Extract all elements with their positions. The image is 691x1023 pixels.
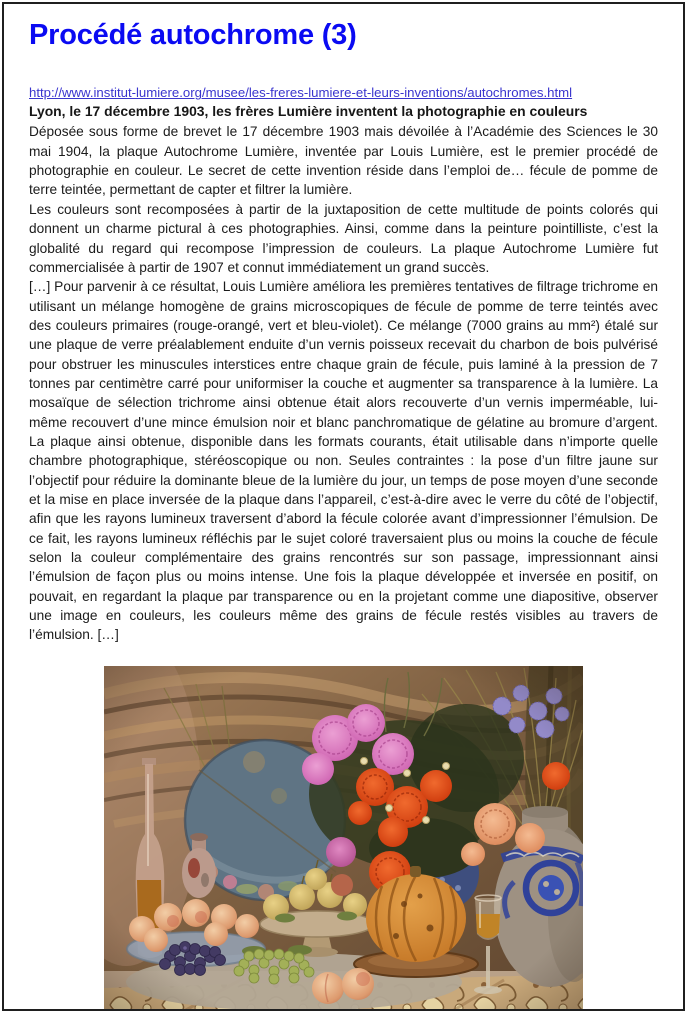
document-page bbox=[2, 2, 685, 1011]
source-link[interactable]: http://www.institut-lumiere.org/musee/les-freres-lumiere-et-leurs-inventions/autochromes.html bbox=[29, 85, 573, 101]
photo-vignette bbox=[104, 666, 583, 1011]
paragraph-3: […] Pour parvenir à ce résultat, Louis Lumière améliora les premières tentatives de filtrage trichrome en utilisant un mélange homogène de grains microscopiques de fécule de pomme de terre teintés avec des couleurs primaires (rouge-orangé, vert et bleu-violet). Ce mélange (7000 grains au mm²) étalé sur une plaque de verre préalablement enduite d’un vernis poisseux recevait du charbon de bois pulvérisé pour obstruer les minuscules interstices entre chaque grain de fécule, puis laminé à la pression de 7 tonnes par centimètre carré pour uniformiser la couche et augmenter sa transparence à la lumière. La mosaïque de sélection trichrome ainsi obtenue était alors recouverte d’un vernis imperméable, lui-même recouvert d’une mince émulsion noir et blanc panchromatique de gélatine au bromure d’argent. La plaque ainsi obtenue, disponible dans les formats courants, était utilisable dans n’importe quelle chambre photographique, stéréoscopique ou non. Seules contraintes : la pose d’un filtre jaune sur l’objectif pour réduire la dominante bleue de la lumière du jour, un temps de pose moyen d’une seconde et la mise en place inversée de la plaque dans l’appareil, c’est-à-dire avec le verre du côté de l’objectif, afin que les rayons lumineux traversent d’abord la fécule colorée avant d’impressionner l’émulsion. De ce fait, les rayons lumineux réfléchis par le sujet coloré traversaient plus ou moins la couche de fécule selon la couleur complémentaire des grains rencontrés sur son passage, impressionnant ainsi l’émulsion de façon plus ou moins intense. Une fois la plaque développée et inversée en positif, on pouvait, en regardant la plaque par transparence ou en la projetant comme une diapositive, observer une image en couleurs, les couleurs même des grains de fécule restés visibles au travers de l’émulsion. […] bbox=[29, 279, 658, 643]
page-title: Procédé autochrome (3) bbox=[29, 19, 357, 51]
paragraph-2: Les couleurs sont recomposées à partir de la juxtaposition de cette multitude de points colorés qui donnent un charme pictural à ces photographies. Ainsi, comme dans la peinture pointilliste, c’est la globalité du regard qui recompose l’impression de couleurs. La plaque Autochrome Lumière fut commercialisée à partir de 1907 et connut immédiatement un grand succès. bbox=[29, 201, 658, 275]
autochrome-photo bbox=[104, 666, 583, 1011]
subtitle: Lyon, le 17 décembre 1903, les frères Lumière inventent la photographie en couleurs bbox=[29, 103, 588, 120]
autochrome-photo-figure bbox=[104, 666, 583, 1011]
paragraph-1: Déposée sous forme de brevet le 17 décembre 1903 mais dévoilée à l’Académie des Sciences le 30 mai 1904, la plaque Autochrome Lumière, inventée par Louis Lumière, est le premier procédé de photographie en couleur. Le secret de cette invention réside dans l’emploi de… fécule de pomme de terre teintée, permettant de capter et filtrer la lumière. bbox=[29, 124, 658, 198]
